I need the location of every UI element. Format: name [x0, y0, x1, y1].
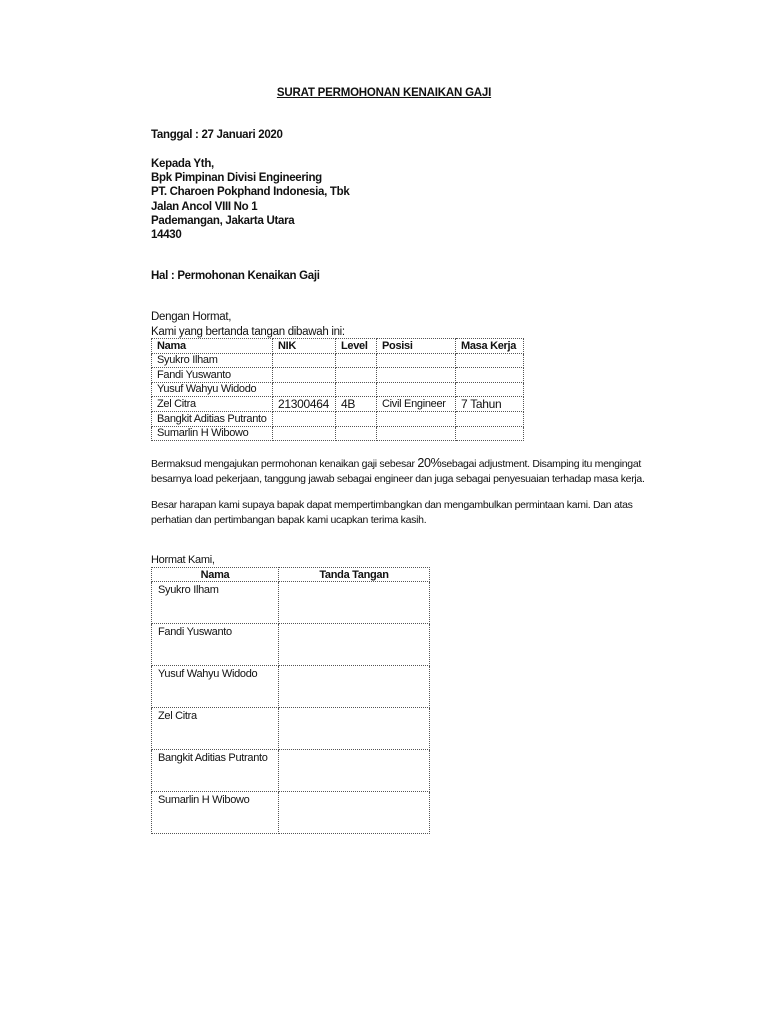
table-row: [152, 412, 524, 427]
table-row: [152, 353, 524, 368]
signer-name: Sumarlin H Wibowo: [158, 794, 250, 806]
table-cell: [377, 353, 456, 368]
table-cell: [456, 426, 524, 441]
paragraph-line: perhatian dan pertimbangan bapak kami ucapkan terima kasih.: [151, 514, 427, 526]
signer-name-cell: [152, 708, 279, 750]
recipient-line: Jalan Ancol VIII No 1: [151, 200, 258, 213]
table-cell: 21300464: [273, 397, 336, 412]
recipient-line: 14430: [151, 229, 182, 242]
table-cell: [336, 412, 377, 427]
table-cell: [273, 353, 336, 368]
table-cell: Bangkit Aditias Putranto: [152, 412, 273, 427]
table-cell: [377, 412, 456, 427]
recipient-line: Bpk Pimpinan Divisi Engineering: [151, 172, 322, 185]
column-header: Level: [336, 339, 377, 354]
signature-cell: [279, 624, 430, 666]
table-cell: Sumarlin H Wibowo: [152, 426, 273, 441]
body-paragraph-1: [151, 456, 651, 487]
salutation: Dengan Hormat,: [151, 311, 232, 323]
paragraph-line: Besar harapan kami supaya bapak dapat mempertimbangkan dan mengambulkan permintaan kami. Dan atas: [151, 499, 633, 511]
signer-name-cell: [152, 624, 279, 666]
table-row: [152, 624, 430, 666]
table-cell: [273, 426, 336, 441]
table-cell: [273, 412, 336, 427]
table-header-row: [152, 568, 430, 582]
table-cell: Zel Citra: [152, 397, 273, 412]
signature-cell: [279, 792, 430, 834]
recipient-line: Pademangan, Jakarta Utara: [151, 214, 295, 227]
table-header-row: [152, 339, 524, 354]
signer-name-cell: [152, 792, 279, 834]
table-cell: [456, 368, 524, 383]
signature-table: [151, 567, 430, 834]
letter-title: SURAT PERMOHONAN KENAIKAN GAJI: [276, 87, 492, 99]
column-header: NIK: [273, 339, 336, 354]
table-cell: [336, 368, 377, 383]
table-cell: [377, 426, 456, 441]
greeting-block: [151, 310, 345, 339]
table-row: [152, 397, 524, 412]
signature-cell: [279, 666, 430, 708]
table-cell: [273, 368, 336, 383]
signer-name: Fandi Yuswanto: [158, 626, 232, 638]
closing-text: Hormat Kami,: [151, 554, 215, 566]
signer-name: Zel Citra: [158, 710, 197, 722]
table-cell: [377, 368, 456, 383]
table-cell: [336, 382, 377, 397]
table-row: [152, 368, 524, 383]
table-cell: [336, 426, 377, 441]
column-header: Nama: [152, 568, 279, 582]
table-cell: [456, 382, 524, 397]
table-cell: Syukro Ilham: [152, 353, 273, 368]
table-cell: [456, 412, 524, 427]
paragraph-text: sebagai adjustment. Disamping itu mengingat: [441, 458, 641, 470]
table-row: [152, 666, 430, 708]
table-cell: Yusuf Wahyu Widodo: [152, 382, 273, 397]
signer-name: Bangkit Aditias Putranto: [158, 752, 268, 764]
column-header: Tanda Tangan: [279, 568, 430, 582]
intro-text: Kami yang bertanda tangan dibawah ini:: [151, 325, 345, 338]
signature-cell: [279, 582, 430, 624]
raise-percentage: 20%: [417, 456, 442, 470]
table-cell: [336, 353, 377, 368]
table-cell: 7 Tahun: [456, 397, 524, 412]
table-cell: 4B: [336, 397, 377, 412]
table-cell: Civil Engineer: [377, 397, 456, 412]
letter-date: Tanggal : 27 Januari 2020: [151, 129, 283, 141]
paragraph-line: [151, 456, 651, 472]
table-row: [152, 582, 430, 624]
recipient-line: Kepada Yth,: [151, 158, 214, 170]
table-cell: [456, 353, 524, 368]
table-cell: Fandi Yuswanto: [152, 368, 273, 383]
table-row: [152, 382, 524, 397]
column-header: Posisi: [377, 339, 456, 354]
body-paragraph-2: [151, 498, 651, 528]
column-header: Nama: [152, 339, 273, 354]
signer-name-cell: [152, 666, 279, 708]
letter-subject: Hal : Permohonan Kenaikan Gaji: [151, 270, 320, 282]
signer-name-cell: [152, 582, 279, 624]
employees-table: [151, 338, 524, 441]
table-cell: [377, 382, 456, 397]
signer-name-cell: [152, 750, 279, 792]
signer-name: Yusuf Wahyu Widodo: [158, 668, 258, 680]
table-cell: [273, 382, 336, 397]
table-row: [152, 792, 430, 834]
signature-cell: [279, 750, 430, 792]
signature-cell: [279, 708, 430, 750]
recipient-block: [151, 157, 349, 242]
paragraph-line: besarnya load pekerjaan, tanggung jawab sebagai engineer dan juga sebagai penyesuaian terhadap masa kerja.: [151, 473, 645, 485]
column-header: Masa Kerja: [456, 339, 524, 354]
recipient-line: PT. Charoen Pokphand Indonesia, Tbk: [151, 186, 350, 199]
table-row: [152, 750, 430, 792]
signer-name: Syukro Ilham: [158, 584, 219, 596]
table-row: [152, 708, 430, 750]
table-row: [152, 426, 524, 441]
paragraph-text: Bermaksud mengajukan permohonan kenaikan gaji sebesar: [151, 458, 418, 470]
